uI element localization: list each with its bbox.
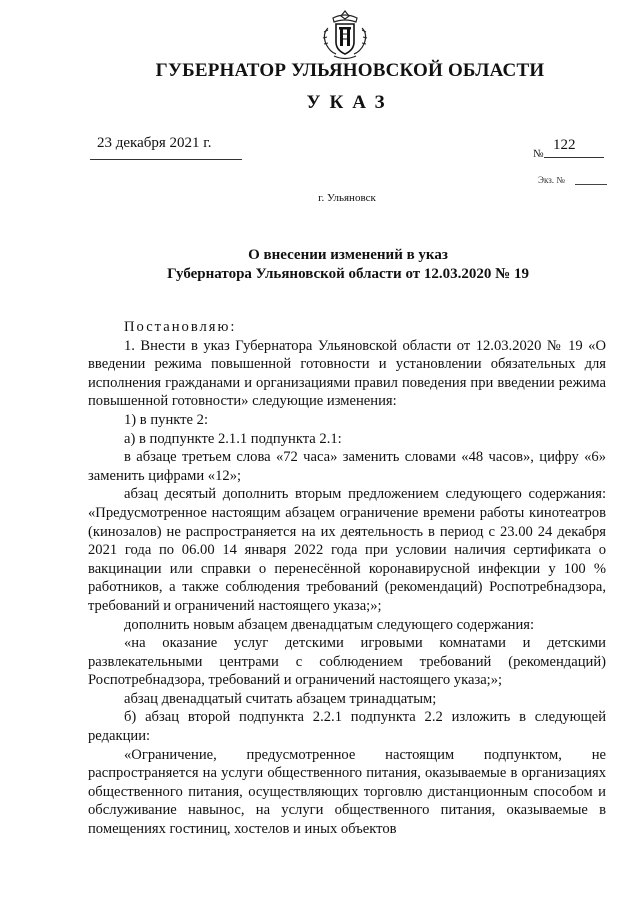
paragraph-para-10-addition: абзац десятый дополнить вторым предложением следующего содержания: «Предусмотренное настоящим абзацем ограничение времени работы кинотеатров (кинозалов) не распространяется на их деятельность в период с 23.00 24 декабря 2021 года по 06.00 14 января 2022 года при условии наличия сертификата о вакцинации или справки о перенесённой коронавирусной инфекции у 100 % работников, а также соблюдения требований (рекомендаций) Роспотребнадзора, требований и ограничений настоящего указа;»;	[88, 486, 606, 614]
paragraph-subitem-1: 1) в пункте 2:	[124, 411, 209, 428]
preamble: Постановляю:	[124, 319, 237, 335]
document-type: УКАЗ	[306, 92, 394, 113]
paragraph-new-wording: «Ограничение, предусмотренное настоящим подпунктом, не распространяется на услуги общественного питания, оказываемые в организациях общественного питания, осуществляющих торговлю дистанционным способом и обслуживание навынос, на услуги общественного питания, оказываемые в помещениях гостиниц, хостелов и иных объектов	[88, 746, 606, 838]
city: г. Ульяновск	[318, 192, 376, 204]
document-title	[0, 246, 640, 284]
number-label: №	[533, 148, 544, 160]
paragraph-para-3-change: в абзаце третьем слова «72 часа» заменить словами «48 часов», цифру «6» заменить цифрами «12»;	[88, 449, 606, 484]
paragraph-item-1: 1. Внести в указ Губернатора Ульяновской области от 12.03.2020 № 19 «О введении режима повышенной готовности и установлении обязательных для исполнения гражданами и организациями правил поведения при введении режима повышенной готовности» следующие изменения:	[88, 337, 606, 410]
document-date: 23 декабря 2021 г.	[97, 135, 212, 151]
coat-of-arms-icon	[318, 8, 372, 62]
document-body	[88, 318, 606, 839]
number-underline	[544, 157, 604, 158]
issuing-authority: ГУБЕРНАТОР УЛЬЯНОВСКОЙ ОБЛАСТИ	[155, 60, 545, 81]
paragraph-new-para-12-text: «на оказание услуг детскими игровыми комнатами и детскими развлекательными центрами с соблюдением требований (рекомендаций) Роспотребнадзора, требований и ограничений настоящего указа;»;	[88, 635, 606, 689]
title-line-2: Губернатора Ульяновской области от 12.03.2020 № 19	[167, 266, 529, 282]
copy-number-underline	[575, 184, 607, 185]
paragraph-new-para-12-intro: дополнить новым абзацем двенадцатым следующего содержания:	[124, 616, 535, 633]
paragraph-renumbering: абзац двенадцатый считать абзацем тринадцатым;	[124, 690, 437, 707]
copy-number-label: Экз. №	[538, 175, 565, 185]
document-number: 122	[553, 137, 576, 153]
title-line-1: О внесении изменений в указ	[248, 247, 448, 263]
date-underline	[90, 159, 242, 160]
paragraph-subitem-a: а) в подпункте 2.1.1 подпункта 2.1:	[124, 430, 342, 447]
paragraph-subitem-b: б) абзац второй подпункта 2.2.1 подпункта 2.2 изложить в следующей редакции:	[88, 709, 606, 745]
